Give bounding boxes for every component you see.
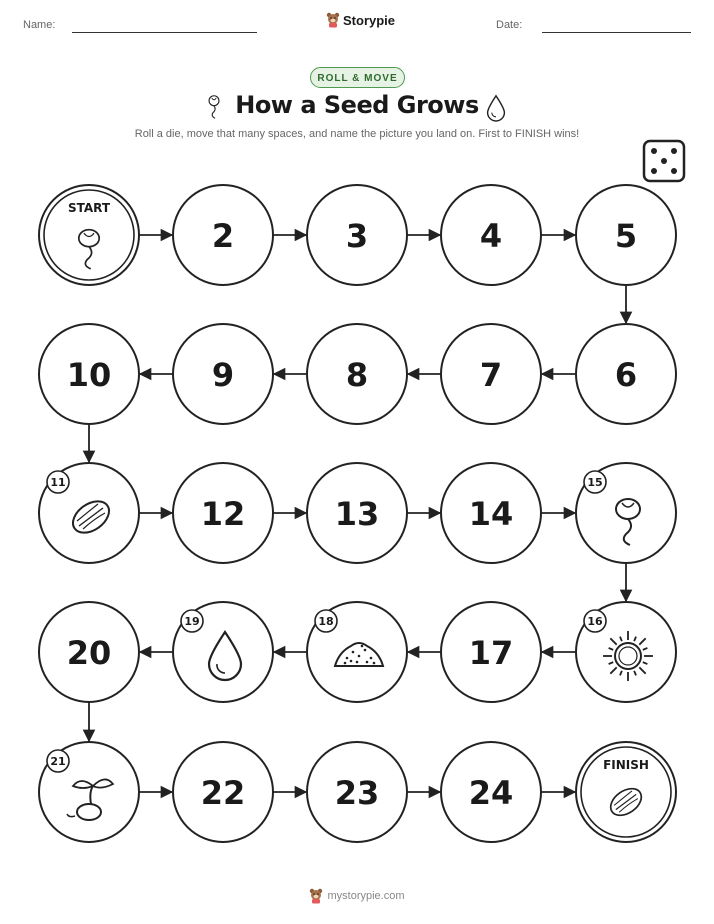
board-space-14[interactable]: [441, 463, 541, 563]
board-space-12[interactable]: [173, 463, 273, 563]
footer-site: mystorypie.com: [327, 890, 405, 902]
brand-name: Storypie: [343, 12, 396, 28]
sprout-seed-icon: [209, 96, 219, 119]
board-space-19[interactable]: [173, 602, 273, 702]
bear-mascot-icon: [309, 888, 323, 904]
board-space-24[interactable]: [441, 742, 541, 842]
board-spaces: [39, 185, 676, 842]
board-space-13[interactable]: [307, 463, 407, 563]
board-space-start[interactable]: [39, 185, 139, 285]
board-space-finish[interactable]: [576, 742, 676, 842]
space-number: 10: [66, 356, 112, 394]
space-number: 11: [50, 476, 66, 489]
space-number: 24: [468, 774, 514, 812]
space-number: 3: [345, 217, 369, 255]
board-space-2[interactable]: [173, 185, 273, 285]
space-number: 4: [479, 217, 503, 255]
die-icon: [644, 141, 684, 181]
space-number: 13: [334, 495, 380, 533]
space-number: 12: [200, 495, 246, 533]
date-label: Date:: [496, 19, 523, 31]
space-number: 8: [345, 356, 369, 394]
board-space-15[interactable]: [576, 463, 676, 563]
board-space-21[interactable]: [39, 742, 139, 842]
board-space-8[interactable]: [307, 324, 407, 424]
space-number: 2: [211, 217, 235, 255]
board-space-20[interactable]: [39, 602, 139, 702]
space-number: 21: [50, 755, 66, 768]
space-number: 22: [200, 774, 246, 812]
water-drop-icon: [488, 96, 505, 121]
space-circle: [39, 185, 139, 285]
space-number: 15: [587, 476, 603, 489]
space-number: 6: [614, 356, 638, 394]
space-number: 7: [479, 356, 503, 394]
board-space-5[interactable]: [576, 185, 676, 285]
board-space-6[interactable]: [576, 324, 676, 424]
board-space-23[interactable]: [307, 742, 407, 842]
space-number: 23: [334, 774, 380, 812]
board-space-11[interactable]: [39, 463, 139, 563]
activity-badge: ROLL & MOVE: [310, 67, 405, 88]
space-number: 20: [66, 634, 112, 672]
space-number: 9: [211, 356, 235, 394]
board-space-10[interactable]: [39, 324, 139, 424]
board-space-4[interactable]: [441, 185, 541, 285]
space-number: 14: [468, 495, 514, 533]
space-number: 17: [468, 634, 514, 672]
board-space-22[interactable]: [173, 742, 273, 842]
board-space-7[interactable]: [441, 324, 541, 424]
board-space-3[interactable]: [307, 185, 407, 285]
space-number: 5: [614, 217, 638, 255]
instructions: Roll a die, move that many spaces, and name the picture you land on. First to FINISH wins!: [134, 128, 580, 140]
board-space-17[interactable]: [441, 602, 541, 702]
page-title: How a Seed Grows: [235, 91, 479, 119]
board-space-9[interactable]: [173, 324, 273, 424]
space-number: 19: [184, 615, 200, 628]
board-space-18[interactable]: [307, 602, 407, 702]
name-label: Name:: [23, 19, 56, 31]
space-number: 16: [587, 615, 603, 628]
footer: [0, 888, 714, 904]
space-circle: [576, 742, 676, 842]
space-label: START: [67, 201, 111, 215]
board-space-16[interactable]: [576, 602, 676, 702]
space-label: FINISH: [603, 758, 649, 772]
space-number: 18: [318, 615, 334, 628]
